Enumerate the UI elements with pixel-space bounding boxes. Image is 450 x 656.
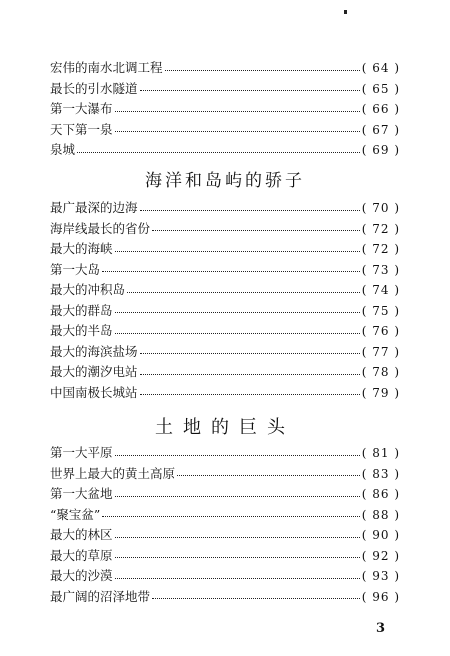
toc-entry-page: ( 77 ) — [361, 344, 400, 359]
toc-entry[interactable] — [50, 342, 400, 363]
toc-entry-label: 最大的草原 — [50, 547, 113, 563]
toc-entry-label: 天下第一泉 — [50, 121, 113, 137]
leader-dots — [115, 332, 360, 334]
toc-entry[interactable] — [50, 280, 400, 301]
leader-dots — [152, 229, 360, 231]
leader-dots — [127, 291, 360, 293]
toc-entry-label: 最广阔的沼泽地带 — [50, 588, 151, 604]
toc-entry-page: ( 69 ) — [361, 143, 400, 157]
toc-entry-label: 最大的海峡 — [50, 241, 113, 256]
section-heading: 海洋和岛屿的骄子 — [145, 171, 305, 191]
toc-entry-page: ( 67 ) — [361, 122, 400, 137]
toc-entry-label: 中国南极长城站 — [50, 384, 138, 400]
toc-entry[interactable] — [50, 566, 400, 587]
leader-dots — [102, 270, 360, 272]
toc-entry[interactable] — [50, 120, 400, 141]
toc-entry-label: 最广最深的边海 — [50, 200, 138, 215]
toc-entry-label: “聚宝盆” — [50, 506, 101, 522]
toc-entry-label: 第一大岛 — [50, 261, 101, 277]
toc-entry-label: 最长的引水隧道 — [50, 80, 138, 96]
toc-entry-page: ( 76 ) — [361, 324, 400, 338]
toc-entry[interactable] — [50, 99, 400, 120]
toc-entry-label: 宏伟的南水北调工程 — [50, 60, 163, 75]
leader-dots — [152, 597, 360, 599]
leader-dots — [77, 151, 360, 153]
toc-entry-page: ( 64 ) — [361, 61, 400, 75]
toc-entry-page: ( 72 ) — [361, 221, 400, 236]
leader-dots — [115, 250, 360, 252]
toc-entry-label: 第一大瀑布 — [50, 101, 113, 116]
leader-dots — [102, 515, 359, 517]
leader-dots — [140, 209, 360, 211]
toc-entry[interactable] — [50, 505, 400, 526]
toc-entry-label: 海岸线最长的省份 — [50, 220, 151, 236]
toc-entry-label: 最大的林区 — [50, 527, 113, 542]
leader-dots — [115, 454, 360, 456]
leader-dots — [115, 311, 360, 313]
ink-speck — [344, 10, 347, 14]
toc-entry[interactable] — [50, 301, 400, 322]
toc-entry[interactable] — [50, 58, 400, 79]
toc-entry-page: ( 66 ) — [361, 102, 400, 116]
leader-dots — [140, 393, 360, 395]
toc-entry-label: 第一大平原 — [50, 445, 113, 460]
toc-entry[interactable] — [50, 260, 400, 281]
leader-dots — [115, 130, 360, 132]
toc-entry-page: ( 79 ) — [361, 385, 400, 400]
toc-entry-page: ( 72 ) — [361, 242, 400, 256]
leader-dots — [140, 373, 360, 375]
toc-entry[interactable] — [50, 219, 400, 240]
toc-entry[interactable] — [50, 140, 400, 161]
toc-entry-label: 最大的潮汐电站 — [50, 364, 138, 379]
toc-entry-label: 最大的冲积岛 — [50, 282, 126, 297]
toc-entry[interactable] — [50, 383, 400, 404]
leader-dots — [165, 69, 360, 71]
toc-entry-page: ( 93 ) — [361, 569, 400, 583]
toc-section-2 — [50, 198, 400, 403]
leader-dots — [140, 89, 360, 91]
toc-entry[interactable] — [50, 321, 400, 342]
toc-entry[interactable] — [50, 546, 400, 567]
toc-entry-page: ( 81 ) — [361, 446, 400, 460]
toc-entry-label: 最大的沙漠 — [50, 568, 113, 583]
leader-dots — [177, 474, 360, 476]
toc-entry[interactable] — [50, 587, 400, 608]
leader-dots — [115, 577, 360, 579]
toc-entry-page: ( 86 ) — [361, 487, 400, 501]
toc-entry-page: ( 96 ) — [361, 589, 400, 604]
toc-entry-page: ( 88 ) — [361, 507, 400, 522]
toc-entry[interactable] — [50, 362, 400, 383]
toc-entry-page: ( 90 ) — [361, 528, 400, 542]
toc-entry[interactable] — [50, 464, 400, 485]
leader-dots — [115, 556, 360, 558]
toc-entry[interactable] — [50, 239, 400, 260]
leader-dots — [115, 495, 360, 497]
toc-entry[interactable] — [50, 525, 400, 546]
leader-dots — [115, 536, 360, 538]
toc-entry[interactable] — [50, 443, 400, 464]
toc-entry-page: ( 74 ) — [361, 283, 400, 297]
toc-entry-label: 最大的海滨盐场 — [50, 343, 138, 359]
toc-entry[interactable] — [50, 198, 400, 219]
leader-dots — [115, 110, 360, 112]
toc-entry-page: ( 78 ) — [361, 365, 400, 379]
toc-entry-label: 泉城 — [50, 142, 76, 157]
section-heading: 土地的巨头 — [155, 417, 295, 438]
toc-entry-label: 第一大盆地 — [50, 486, 113, 501]
page-number: 3 — [375, 621, 385, 636]
toc-entry-label: 最大的半岛 — [50, 323, 113, 338]
toc-entry-label: 最大的群岛 — [50, 302, 113, 318]
toc-entry-page: ( 83 ) — [361, 466, 400, 481]
toc-entry-page: ( 70 ) — [361, 201, 400, 215]
leader-dots — [140, 352, 360, 354]
toc-section-1 — [50, 58, 400, 161]
toc-entry-page: ( 75 ) — [361, 303, 400, 318]
toc-entry-page: ( 92 ) — [361, 548, 400, 563]
toc-entry[interactable] — [50, 484, 400, 505]
toc-entry-page: ( 65 ) — [361, 81, 400, 96]
toc-entry-label: 世界上最大的黄土高原 — [50, 465, 176, 481]
toc-section-3 — [50, 443, 400, 607]
toc-entry-page: ( 73 ) — [361, 262, 400, 277]
toc-entry[interactable] — [50, 79, 400, 100]
